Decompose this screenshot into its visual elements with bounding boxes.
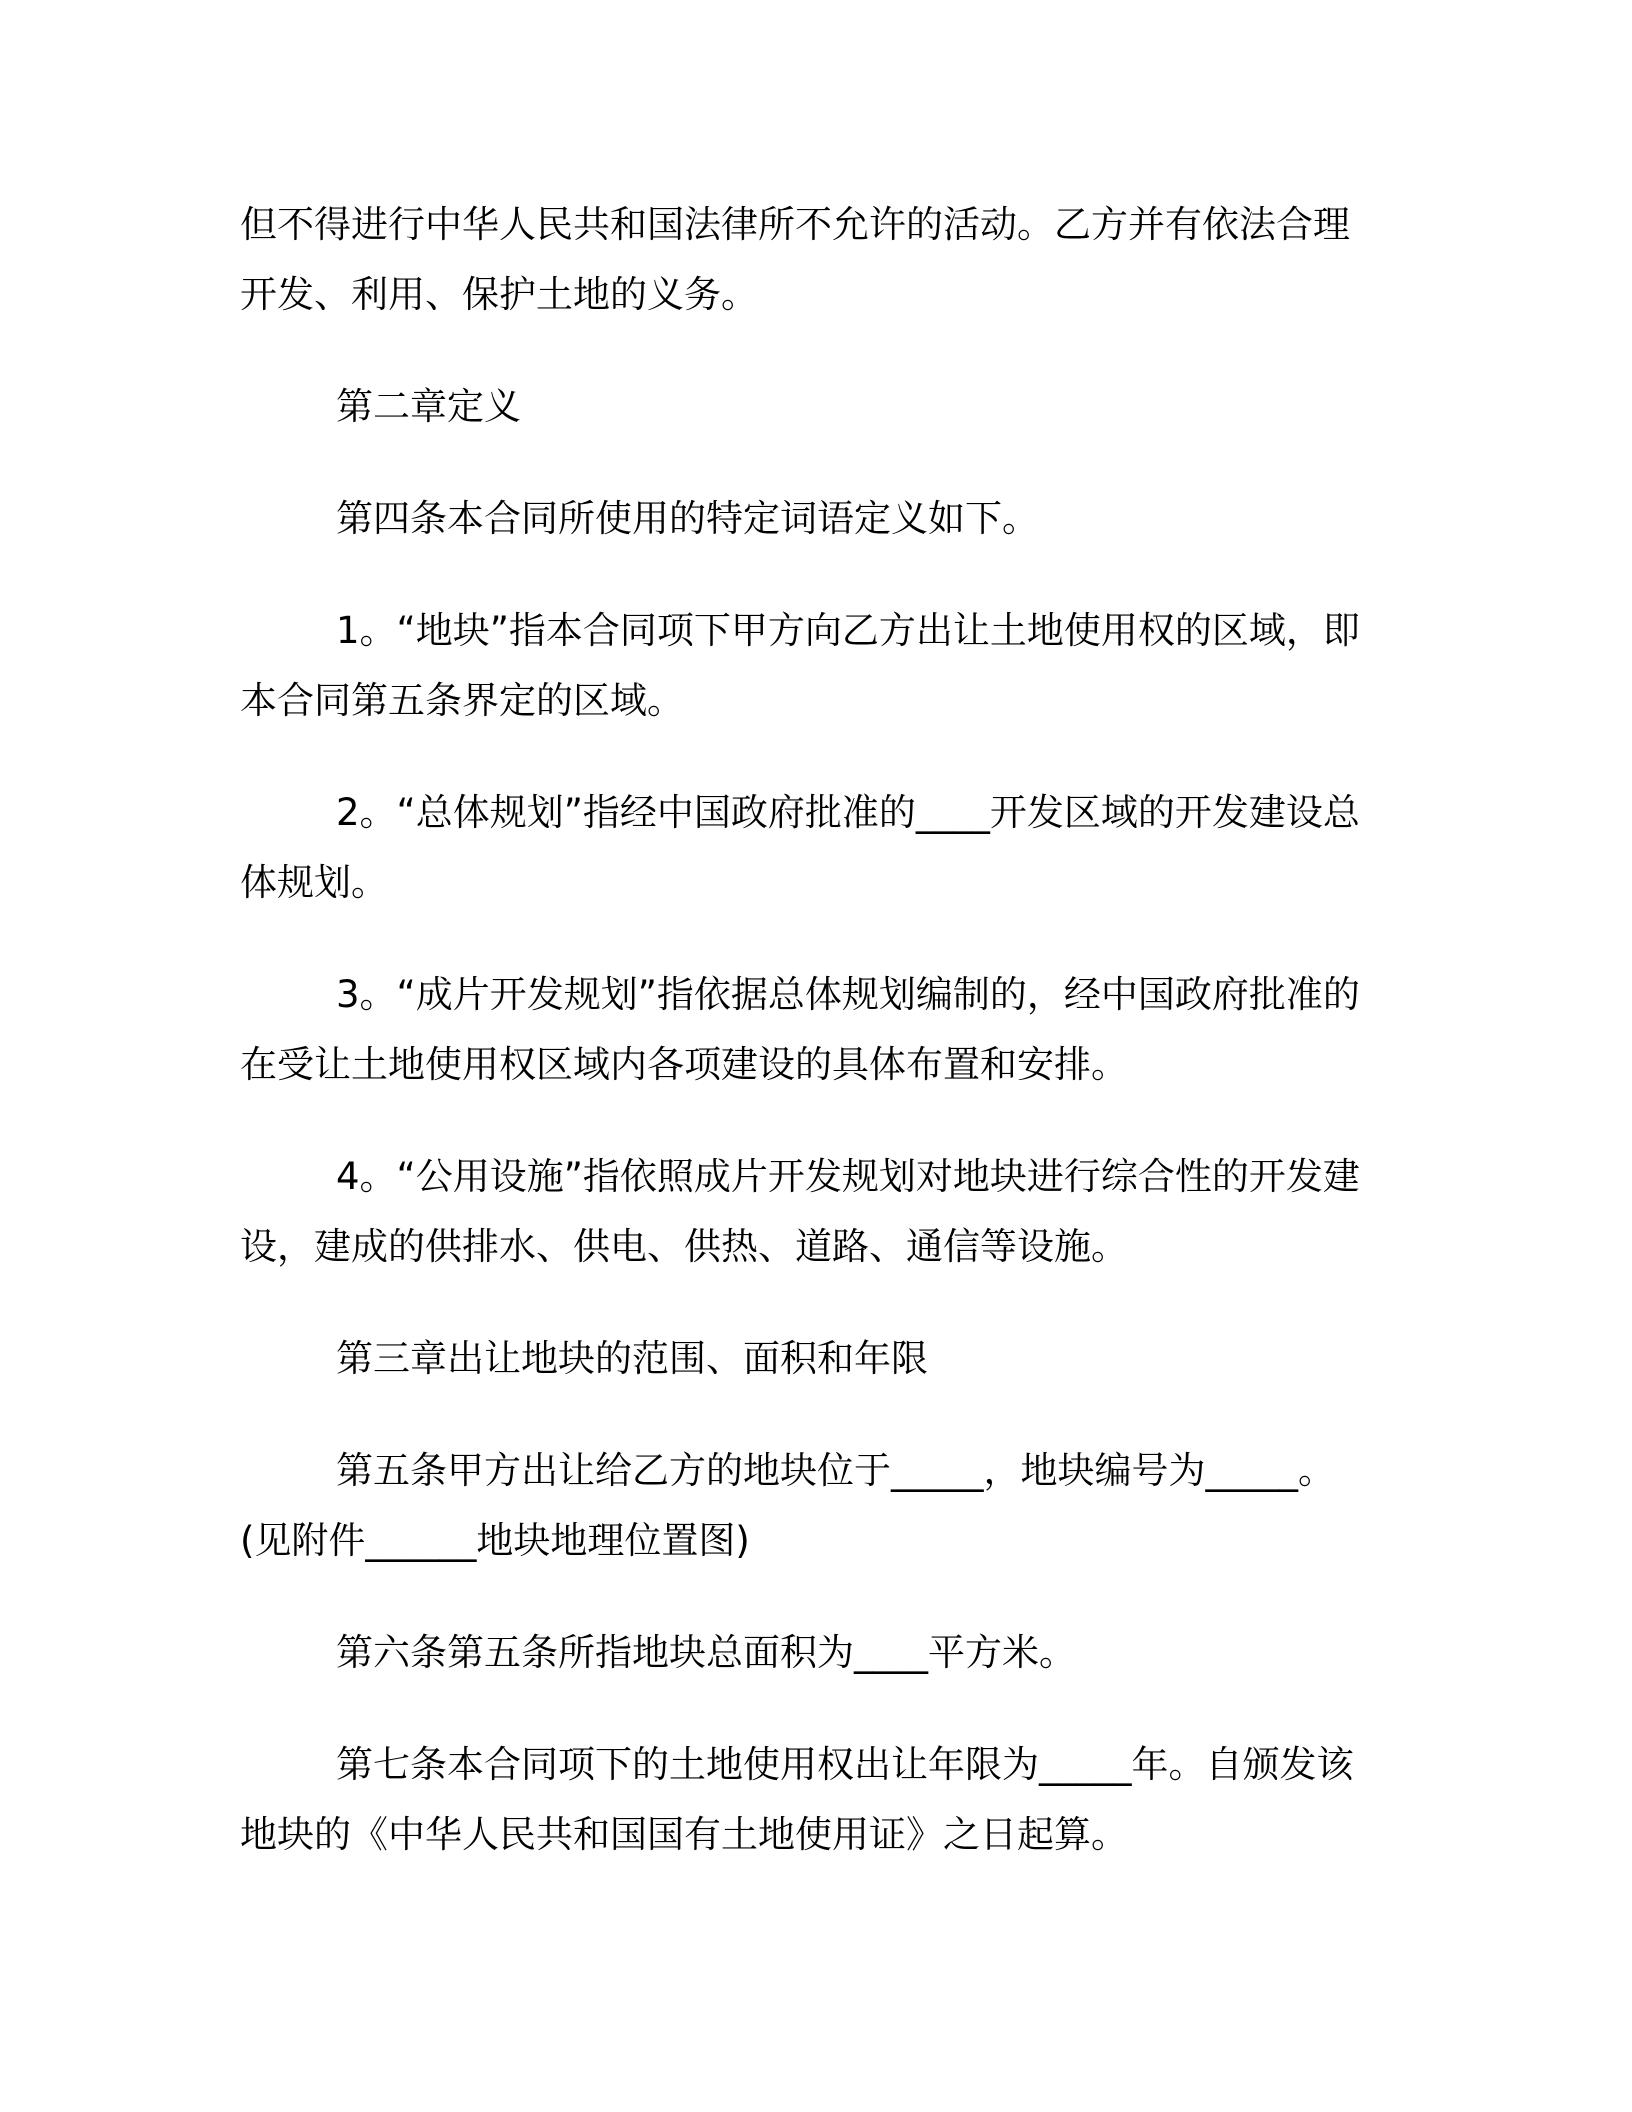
chapter-two-heading: 第二章定义 [336, 385, 521, 428]
definition-item-3: 3。“成片开发规划”指依据总体规划编制的，经中国政府批准的在受让土地使用权区域内各项建设的具体布置和安排。 [240, 973, 1360, 1086]
definition-item-1: 1。“地块”指本合同项下甲方向乙方出让土地使用权的区域，即本合同第五条界定的区域。 [240, 609, 1360, 722]
definition-item-4: 4。“公用设施”指依照成片开发规划对地块进行综合性的开发建设，建成的供排水、供电、供热、道路、通信等设施。 [240, 1155, 1360, 1268]
chapter-three-heading: 第三章出让地块的范围、面积和年限 [336, 1337, 928, 1380]
article-six: 第六条第五条所指地块总面积为____平方米。 [336, 1631, 1076, 1674]
definition-item-2: 2。“总体规划”指经中国政府批准的____开发区域的开发建设总体规划。 [240, 791, 1360, 904]
article-seven: 第七条本合同项下的土地使用权出让年限为_____年。自颁发该地块的《中华人民共和国国有土地使用证》之日起算。 [240, 1743, 1354, 1856]
article-five: 第五条甲方出让给乙方的地块位于_____，地块编号为_____。(见附件______地块地理位置图) [240, 1449, 1335, 1562]
document-body [240, 190, 1380, 1912]
paragraph-continuation: 但不得进行中华人民共和国法律所不允许的活动。乙方并有依法合理开发、利用、保护土地的义务。 [240, 203, 1350, 316]
article-four: 第四条本合同所使用的特定词语定义如下。 [336, 497, 1039, 540]
